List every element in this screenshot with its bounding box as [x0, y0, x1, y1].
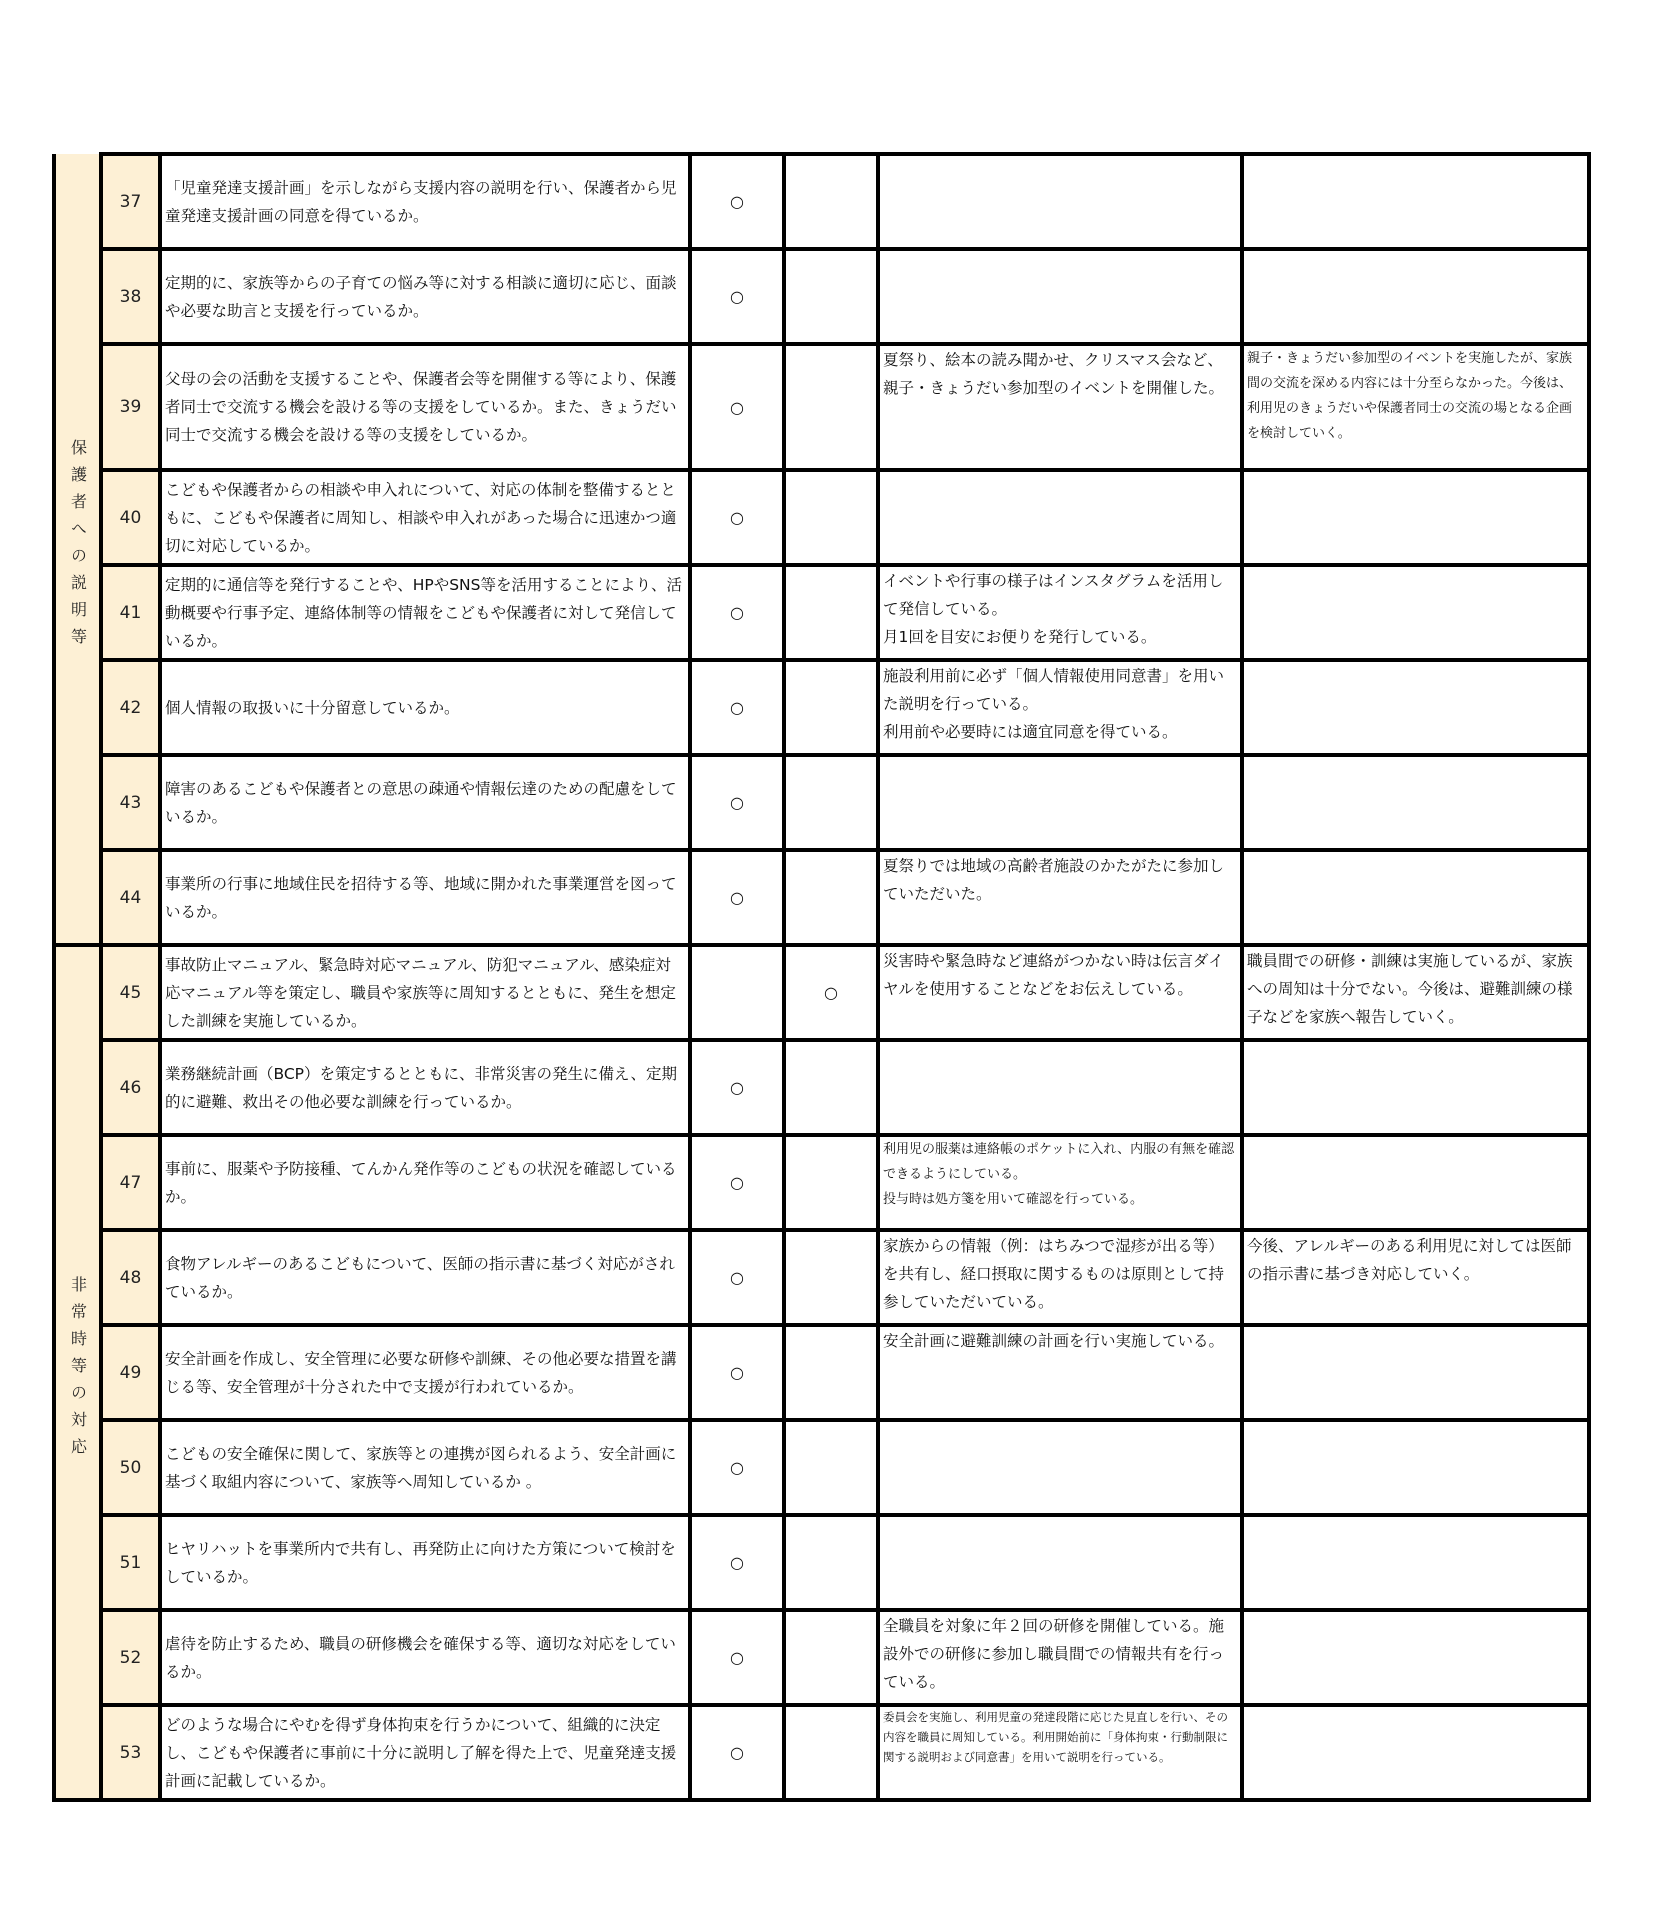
question-text: どのような場合にやむを得ず身体拘束を行うかについて、組織的に決定し、こどもや保護者に事前に十分に説明し了解を得た上で、児童発達支援計画に記載しているか。	[160, 1705, 690, 1800]
question-text: 業務継続計画（BCP）を策定するとともに、非常災害の発生に備え、定期的に避難、救出その他必要な訓練を行っているか。	[160, 1040, 690, 1135]
improvement-text	[1242, 1610, 1589, 1705]
question-text: 個人情報の取扱いに十分留意しているか。	[160, 660, 690, 755]
current-status-text: 家族からの情報（例：はちみつで湿疹が出る等）を共有し、経口摂取に関するものは原則として持参していただいている。	[878, 1230, 1242, 1325]
yes-mark[interactable]: ○	[690, 1230, 784, 1325]
table-row	[54, 850, 1589, 945]
current-status-text: 夏祭り、絵本の読み聞かせ、クリスマス会など、親子・きょうだい参加型のイベントを開催した。	[878, 344, 1242, 470]
item-number: 45	[101, 945, 160, 1040]
current-status-text: 夏祭りでは地域の高齢者施設のかたがたに参加していただいた。	[878, 850, 1242, 945]
yes-mark[interactable]: ○	[690, 1705, 784, 1800]
item-number: 46	[101, 1040, 160, 1135]
section-category-cell	[54, 945, 101, 1800]
yes-mark[interactable]: ○	[690, 565, 784, 660]
table-row	[54, 1610, 1589, 1705]
current-status-text: 施設利用前に必ず「個人情報使用同意書」を用いた説明を行っている。 利用前や必要時には適宜同意を得ている。	[878, 660, 1242, 755]
question-text: 障害のあるこどもや保護者との意思の疎通や情報伝達のための配慮をしているか。	[160, 755, 690, 850]
improvement-text: 親子・きょうだい参加型のイベントを実施したが、家族間の交流を深める内容には十分至らなかった。今後は、利用児のきょうだいや保護者同士の交流の場となる企画を検討していく。	[1242, 344, 1589, 470]
current-status-text	[878, 154, 1242, 249]
improvement-text	[1242, 470, 1589, 565]
yes-mark[interactable]	[690, 945, 784, 1040]
improvement-text	[1242, 1420, 1589, 1515]
table-row	[54, 1040, 1589, 1135]
table-row	[54, 344, 1589, 470]
item-number: 47	[101, 1135, 160, 1230]
item-number: 48	[101, 1230, 160, 1325]
yes-mark[interactable]: ○	[690, 1325, 784, 1420]
question-text: 食物アレルギーのあるこどもについて、医師の指示書に基づく対応がされているか。	[160, 1230, 690, 1325]
current-status-text	[878, 755, 1242, 850]
current-status-text: 災害時や緊急時など連絡がつかない時は伝言ダイヤルを使用することなどをお伝えしている。	[878, 945, 1242, 1040]
yes-mark[interactable]: ○	[690, 344, 784, 470]
item-number: 44	[101, 850, 160, 945]
improvement-text	[1242, 1325, 1589, 1420]
item-number: 51	[101, 1515, 160, 1610]
item-number: 42	[101, 660, 160, 755]
improvement-text	[1242, 1040, 1589, 1135]
section-label: 非常時等の対応	[68, 1276, 88, 1465]
yes-mark[interactable]: ○	[690, 1515, 784, 1610]
yes-mark[interactable]: ○	[690, 470, 784, 565]
question-text: 事前に、服薬や予防接種、てんかん発作等のこどもの状況を確認しているか。	[160, 1135, 690, 1230]
no-mark[interactable]	[784, 1610, 878, 1705]
table-row	[54, 1515, 1589, 1610]
question-text: 安全計画を作成し、安全管理に必要な研修や訓練、その他必要な措置を講じる等、安全管理が十分された中で支援が行われているか。	[160, 1325, 690, 1420]
current-status-text	[878, 470, 1242, 565]
question-text: 虐待を防止するため、職員の研修機会を確保する等、適切な対応をしているか。	[160, 1610, 690, 1705]
item-number: 43	[101, 755, 160, 850]
section-label: 保護者への説明等	[68, 438, 88, 655]
no-mark[interactable]	[784, 470, 878, 565]
no-mark[interactable]	[784, 154, 878, 249]
improvement-text	[1242, 249, 1589, 344]
no-mark[interactable]	[784, 249, 878, 344]
improvement-text	[1242, 850, 1589, 945]
no-mark[interactable]	[784, 1420, 878, 1515]
table-row	[54, 249, 1589, 344]
current-status-text: イベントや行事の様子はインスタグラムを活用して発信している。 月1回を目安にお便りを発行している。	[878, 565, 1242, 660]
no-mark[interactable]	[784, 1705, 878, 1800]
current-status-text: 安全計画に避難訓練の計画を行い実施している。	[878, 1325, 1242, 1420]
table-row	[54, 565, 1589, 660]
improvement-text: 職員間での研修・訓練は実施しているが、家族への周知は十分でない。今後は、避難訓練の様子などを家族へ報告していく。	[1242, 945, 1589, 1040]
yes-mark[interactable]: ○	[690, 249, 784, 344]
improvement-text	[1242, 755, 1589, 850]
table-row	[54, 945, 1589, 1040]
current-status-text: 全職員を対象に年２回の研修を開催している。施設外での研修に参加し職員間での情報共有を行っている。	[878, 1610, 1242, 1705]
question-text: 定期的に通信等を発行することや、HPやSNS等を活用することにより、活動概要や行事予定、連絡体制等の情報をこどもや保護者に対して発信しているか。	[160, 565, 690, 660]
table-row	[54, 1705, 1589, 1800]
item-number: 39	[101, 344, 160, 470]
evaluation-sheet	[52, 152, 1587, 1802]
no-mark[interactable]	[784, 344, 878, 470]
no-mark[interactable]	[784, 1230, 878, 1325]
question-text: こどもの安全確保に関して、家族等との連携が図られるよう、安全計画に基づく取組内容について、家族等へ周知しているか 。	[160, 1420, 690, 1515]
table-row	[54, 154, 1589, 249]
section-category-cell	[54, 154, 101, 945]
no-mark[interactable]	[784, 660, 878, 755]
item-number: 49	[101, 1325, 160, 1420]
item-number: 37	[101, 154, 160, 249]
self-evaluation-table	[52, 152, 1591, 1802]
yes-mark[interactable]: ○	[690, 1610, 784, 1705]
question-text: こどもや保護者からの相談や申入れについて、対応の体制を整備するとともに、こどもや保護者に周知し、相談や申入れがあった場合に迅速かつ適切に対応しているか。	[160, 470, 690, 565]
yes-mark[interactable]: ○	[690, 1420, 784, 1515]
current-status-text	[878, 1040, 1242, 1135]
current-status-text	[878, 1515, 1242, 1610]
question-text: 「児童発達支援計画」を示しながら支援内容の説明を行い、保護者から児童発達支援計画の同意を得ているか。	[160, 154, 690, 249]
yes-mark[interactable]: ○	[690, 154, 784, 249]
table-row	[54, 1230, 1589, 1325]
no-mark[interactable]	[784, 1040, 878, 1135]
item-number: 50	[101, 1420, 160, 1515]
question-text: 事業所の行事に地域住民を招待する等、地域に開かれた事業運営を図っているか。	[160, 850, 690, 945]
question-text: 定期的に、家族等からの子育ての悩み等に対する相談に適切に応じ、面談や必要な助言と支援を行っているか。	[160, 249, 690, 344]
improvement-text	[1242, 1135, 1589, 1230]
current-status-text: 委員会を実施し、利用児童の発達段階に応じた見直しを行い、その内容を職員に周知している。利用開始前に「身体拘束・行動制限に関する説明および同意書」を用いて説明を行っている。	[878, 1705, 1242, 1800]
no-mark[interactable]	[784, 850, 878, 945]
improvement-text	[1242, 1705, 1589, 1800]
item-number: 52	[101, 1610, 160, 1705]
yes-mark[interactable]: ○	[690, 755, 784, 850]
question-text: 事故防止マニュアル、緊急時対応マニュアル、防犯マニュアル、感染症対応マニュアル等を策定し、職員や家族等に周知するとともに、発生を想定した訓練を実施しているか。	[160, 945, 690, 1040]
current-status-text	[878, 1420, 1242, 1515]
improvement-text	[1242, 660, 1589, 755]
no-mark[interactable]	[784, 1135, 878, 1230]
yes-mark[interactable]: ○	[690, 1135, 784, 1230]
yes-mark[interactable]: ○	[690, 1040, 784, 1135]
current-status-text	[878, 249, 1242, 344]
improvement-text	[1242, 1515, 1589, 1610]
item-number: 40	[101, 470, 160, 565]
no-mark[interactable]: ○	[784, 945, 878, 1040]
table-row	[54, 1420, 1589, 1515]
yes-mark[interactable]: ○	[690, 660, 784, 755]
item-number: 38	[101, 249, 160, 344]
no-mark[interactable]	[784, 565, 878, 660]
item-number: 53	[101, 1705, 160, 1800]
table-row	[54, 660, 1589, 755]
table-row	[54, 470, 1589, 565]
current-status-text: 利用児の服薬は連絡帳のポケットに入れ、内服の有無を確認できるようにしている。 投与時は処方箋を用いて確認を行っている。	[878, 1135, 1242, 1230]
no-mark[interactable]	[784, 1515, 878, 1610]
table-row	[54, 755, 1589, 850]
improvement-text	[1242, 565, 1589, 660]
item-number: 41	[101, 565, 160, 660]
no-mark[interactable]	[784, 755, 878, 850]
question-text: ヒヤリハットを事業所内で共有し、再発防止に向けた方策について検討をしているか。	[160, 1515, 690, 1610]
question-text: 父母の会の活動を支援することや、保護者会等を開催する等により、保護者同士で交流する機会を設ける等の支援をしているか。また、きょうだい同士で交流する機会を設ける等の支援をしているか。	[160, 344, 690, 470]
table-row	[54, 1325, 1589, 1420]
yes-mark[interactable]: ○	[690, 850, 784, 945]
improvement-text: 今後、アレルギーのある利用児に対しては医師の指示書に基づき対応していく。	[1242, 1230, 1589, 1325]
improvement-text	[1242, 154, 1589, 249]
table-row	[54, 1135, 1589, 1230]
no-mark[interactable]	[784, 1325, 878, 1420]
